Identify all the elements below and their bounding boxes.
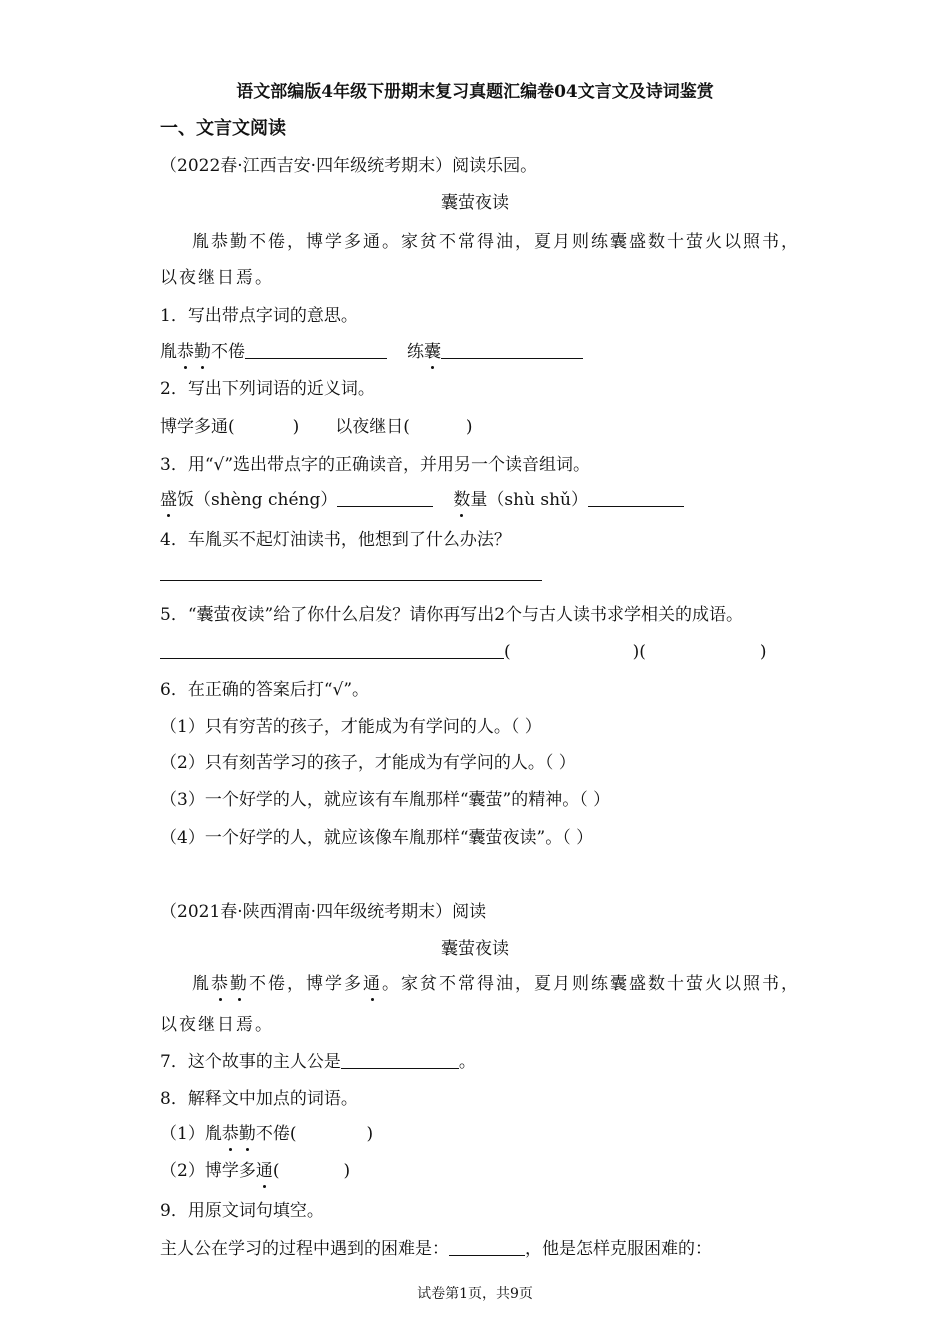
word-text: 。	[458, 1052, 476, 1072]
dotted-char: 囊	[424, 342, 441, 362]
question-1-answers	[160, 340, 583, 364]
word-text: 练	[407, 342, 424, 362]
paren-pair: )(	[632, 642, 646, 662]
paren-open: (	[504, 642, 511, 662]
dotted-char: 勤	[230, 974, 249, 994]
dotted-char: 通	[363, 974, 382, 994]
dotted-char: 盛	[160, 490, 177, 510]
dotted-char: 恭	[177, 342, 194, 362]
answer-blank[interactable]	[337, 488, 433, 507]
dotted-char: 恭	[221, 1124, 239, 1144]
word-text: （2）博学多	[160, 1161, 256, 1181]
option-3[interactable]: （3）一个好学的人，就应该有车胤那样“囊萤”的精神。（ ）	[160, 790, 611, 810]
page-title: 语文部编版4年级下册期末复习真题汇编卷04文言文及诗词鉴赏	[236, 82, 714, 102]
paren-close: )	[343, 1161, 351, 1181]
page-footer: 试卷第1页，共9页	[417, 1286, 533, 1302]
option-1[interactable]: （1）只有穷苦的孩子，才能成为有学问的人。（ ）	[160, 717, 542, 737]
dotted-char: 恭	[211, 974, 230, 994]
question-3-answers	[160, 488, 684, 512]
dotted-char: 勤	[194, 342, 211, 362]
passage-source: （2022春·江西吉安·四年级统考期末）阅读乐园。	[160, 156, 538, 176]
word-text: 7．这个故事的主人公是	[160, 1052, 341, 1072]
answer-blank[interactable]	[588, 488, 684, 507]
dotted-char: 勤	[238, 1124, 256, 1144]
dotted-char: 通	[255, 1161, 273, 1181]
question-2-answers	[160, 415, 473, 439]
passage-text-line: 以夜继日焉。	[160, 1015, 274, 1035]
word-text: 不倦	[211, 342, 245, 362]
answer-blank[interactable]	[160, 640, 504, 659]
question-8-item-1	[160, 1122, 373, 1146]
question-1: 1．写出带点字词的意思。	[160, 306, 358, 326]
question-4: 4．车胤买不起灯油读书，他想到了什么办法？	[160, 530, 511, 550]
paren-close: )	[366, 1124, 374, 1144]
question-5: 5．“囊萤夜读”给了你什么启发？请你再写出2个与古人读书求学相关的成语。	[160, 605, 744, 625]
paren-close: )	[465, 417, 473, 437]
word-text: 以夜继日(	[335, 417, 410, 437]
passage-source: （2021春·陕西渭南·四年级统考期末）阅读	[160, 902, 487, 922]
option-2[interactable]: （2）只有刻苦学习的孩子，才能成为有学问的人。（ ）	[160, 753, 576, 773]
answer-blank[interactable]	[341, 1050, 459, 1069]
word-text: (	[272, 1161, 280, 1181]
section-heading: 一、文言文阅读	[160, 118, 286, 139]
answer-blank[interactable]	[245, 340, 387, 359]
question-8-item-2	[160, 1159, 350, 1183]
word-text: 不倦(	[255, 1124, 297, 1144]
answer-blank[interactable]	[441, 340, 583, 359]
passage-title: 囊萤夜读	[441, 193, 509, 213]
passage-text-line: 胤恭勤不倦，博学多通。家贫不常得油，夏月则练囊盛数十萤火以照书，	[192, 232, 800, 252]
passage-title: 囊萤夜读	[441, 939, 509, 959]
passage-text-line	[192, 972, 800, 996]
word-text: ，他是怎样克服困难的：	[525, 1239, 712, 1259]
answer-blank[interactable]	[449, 1237, 525, 1256]
paren-close: )	[292, 417, 300, 437]
answer-blank[interactable]	[160, 562, 542, 581]
paren-close: )	[759, 642, 767, 662]
word-text: （1）胤	[160, 1124, 222, 1144]
question-6: 6．在正确的答案后打“√”。	[160, 680, 370, 700]
question-3: 3．用“√”选出带点字的正确读音，并用另一个读音组词。	[160, 455, 591, 475]
question-9-line	[160, 1237, 712, 1261]
dotted-char: 数	[453, 490, 471, 510]
question-4-answers	[160, 562, 542, 586]
word-text: 胤	[160, 342, 177, 362]
word-text: 博学多通(	[160, 417, 235, 437]
word-text: 不倦，博学多	[249, 974, 363, 994]
question-5-answers	[160, 640, 767, 664]
question-7	[160, 1050, 476, 1074]
word-text: 。家贫不常得油，夏月则练囊盛数十萤火以照书，	[382, 974, 800, 994]
option-4[interactable]: （4）一个好学的人，就应该像车胤那样“囊萤夜读”。（ ）	[160, 828, 594, 848]
word-text: 主人公在学习的过程中遇到的困难是：	[160, 1239, 449, 1259]
passage-text-line: 以夜继日焉。	[160, 268, 274, 288]
question-9: 9．用原文词句填空。	[160, 1201, 324, 1221]
word-text: 胤	[192, 974, 211, 994]
question-2: 2．写出下列词语的近义词。	[160, 379, 375, 399]
word-text: 饭（shèng chéng）	[177, 490, 338, 510]
word-text: 量（shù shǔ）	[470, 490, 588, 510]
question-8: 8．解释文中加点的词语。	[160, 1089, 358, 1109]
